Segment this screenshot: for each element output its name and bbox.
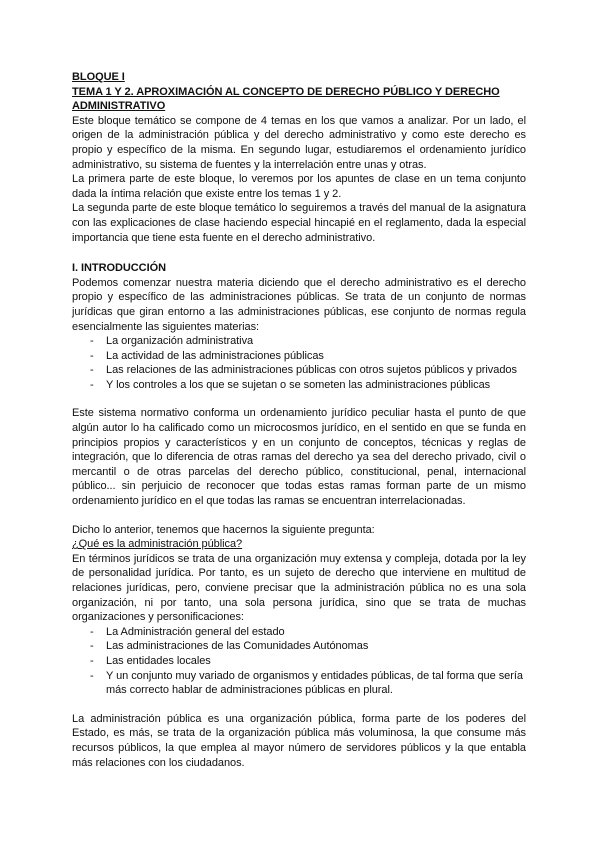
dash-bullet: - bbox=[90, 349, 94, 362]
list-item: - La actividad de las administraciones públicas bbox=[90, 349, 324, 362]
dash-bullet: - bbox=[90, 669, 94, 682]
section-title: I. INTRODUCCIÓN bbox=[72, 262, 166, 275]
dash-bullet: - bbox=[90, 625, 94, 638]
intro-paragraph-1: Este bloque temático se compone de 4 temas en los que vamos a analizar. Por un lado, el origen de la administración pública y del derecho administrativo y como este derecho es propio y específico de la misma. En segundo lugar, estudiaremos el ordenamiento jurídico administrativo, su sistema de fuentes y la interrelación entre unas y otras. bbox=[72, 114, 526, 171]
dash-bullet: - bbox=[90, 640, 94, 653]
block-heading: BLOQUE I bbox=[72, 71, 125, 83]
dash-bullet: - bbox=[90, 335, 94, 348]
section-paragraph-1: Podemos comenzar nuestra materia diciendo que el derecho administrativo es el derecho propio y específico de las administraciones públicas. Se trata de un conjunto de normas jurídicas que giran entorno a las administraciones públicas, ese conjunto de normas regula esencialmente las siguientes materias: bbox=[72, 276, 526, 333]
section-paragraph-3: Dicho lo anterior, tenemos que hacernos la siguiente pregunta: bbox=[72, 523, 375, 536]
section-paragraph-5: La administración pública es una organización pública, forma parte de los poderes del Estado, es más, se trata de la organización pública más voluminosa, la que consume más recursos públicos, la que emplea al mayor número de servidores públicos y la que entabla más relaciones con los ciudadanos. bbox=[72, 712, 526, 769]
list-item: - Y los controles a los que se sujetan o se someten las administraciones públicas bbox=[90, 378, 491, 391]
dash-bullet: - bbox=[90, 378, 94, 391]
list-item: - Y un conjunto muy variado de organismos y entidades públicas, de tal forma que sería más correcto hablar de administraciones públicas en plural. bbox=[90, 669, 523, 697]
list-item: - Las entidades locales bbox=[90, 654, 211, 667]
intro-paragraph-3: La segunda parte de este bloque temático lo seguiremos a través del manual de la asignatura con las explicaciones de clase haciendo especial hincapié en el reglamento, dada la especial importancia que tiene esta fuente en el derecho administrativo. bbox=[72, 202, 526, 244]
materias-list bbox=[72, 334, 526, 392]
list-item: - Las administraciones de las Comunidades Autónomas bbox=[90, 640, 369, 653]
topic-heading: TEMA 1 Y 2. APROXIMACIÓN AL CONCEPTO DE DERECHO PÚBLICO Y DERECHO ADMINISTRATIVO bbox=[72, 85, 500, 113]
organizaciones-list bbox=[72, 625, 526, 698]
section-paragraph-2: Este sistema normativo conforma un ordenamiento jurídico peculiar hasta el punto de que algún autor lo ha calificado como un microcosmos jurídico, en el sentido en que se funda en principios propios y característicos y en un conjunto de conceptos, técnicas y reglas de integración, que lo diferencia de otras ramas del derecho ya sea del derecho privado, civil o mercantil o de otras parcelas del derecho público, constitucional, penal, internacional público... sin perjuicio de reconocer que todas estas ramas forman parte de un mismo ordenamiento jurídico en el que todas las ramas se encuentran interrelacionadas. bbox=[72, 407, 526, 508]
list-item: - La Administración general del estado bbox=[90, 625, 285, 638]
dash-bullet: - bbox=[90, 654, 94, 667]
list-item: - La organización administrativa bbox=[90, 335, 254, 348]
list-item: - Las relaciones de las administraciones públicas con otros sujetos públicos y privados bbox=[90, 364, 517, 377]
document-page bbox=[72, 70, 526, 770]
section-paragraph-4: En términos jurídicos se trata de una organización muy extensa y compleja, dotada por la ley de personalidad jurídica. Por tanto, es un sujeto de derecho que interviene en multitud de relaciones jurídicas, pero, conviene precisar que la administración pública no es una sola organización, ni por tanto, una sola persona jurídica, sino que se trata de muchas organizaciones y personificaciones: bbox=[72, 552, 526, 624]
dash-bullet: - bbox=[90, 364, 94, 377]
question-heading: ¿Qué es la administración pública? bbox=[72, 538, 243, 551]
intro-paragraph-2: La primera parte de este bloque, lo veremos por los apuntes de clase en un tema conjunto dada la íntima relación que existe entre los temas 1 y 2. bbox=[72, 173, 526, 200]
